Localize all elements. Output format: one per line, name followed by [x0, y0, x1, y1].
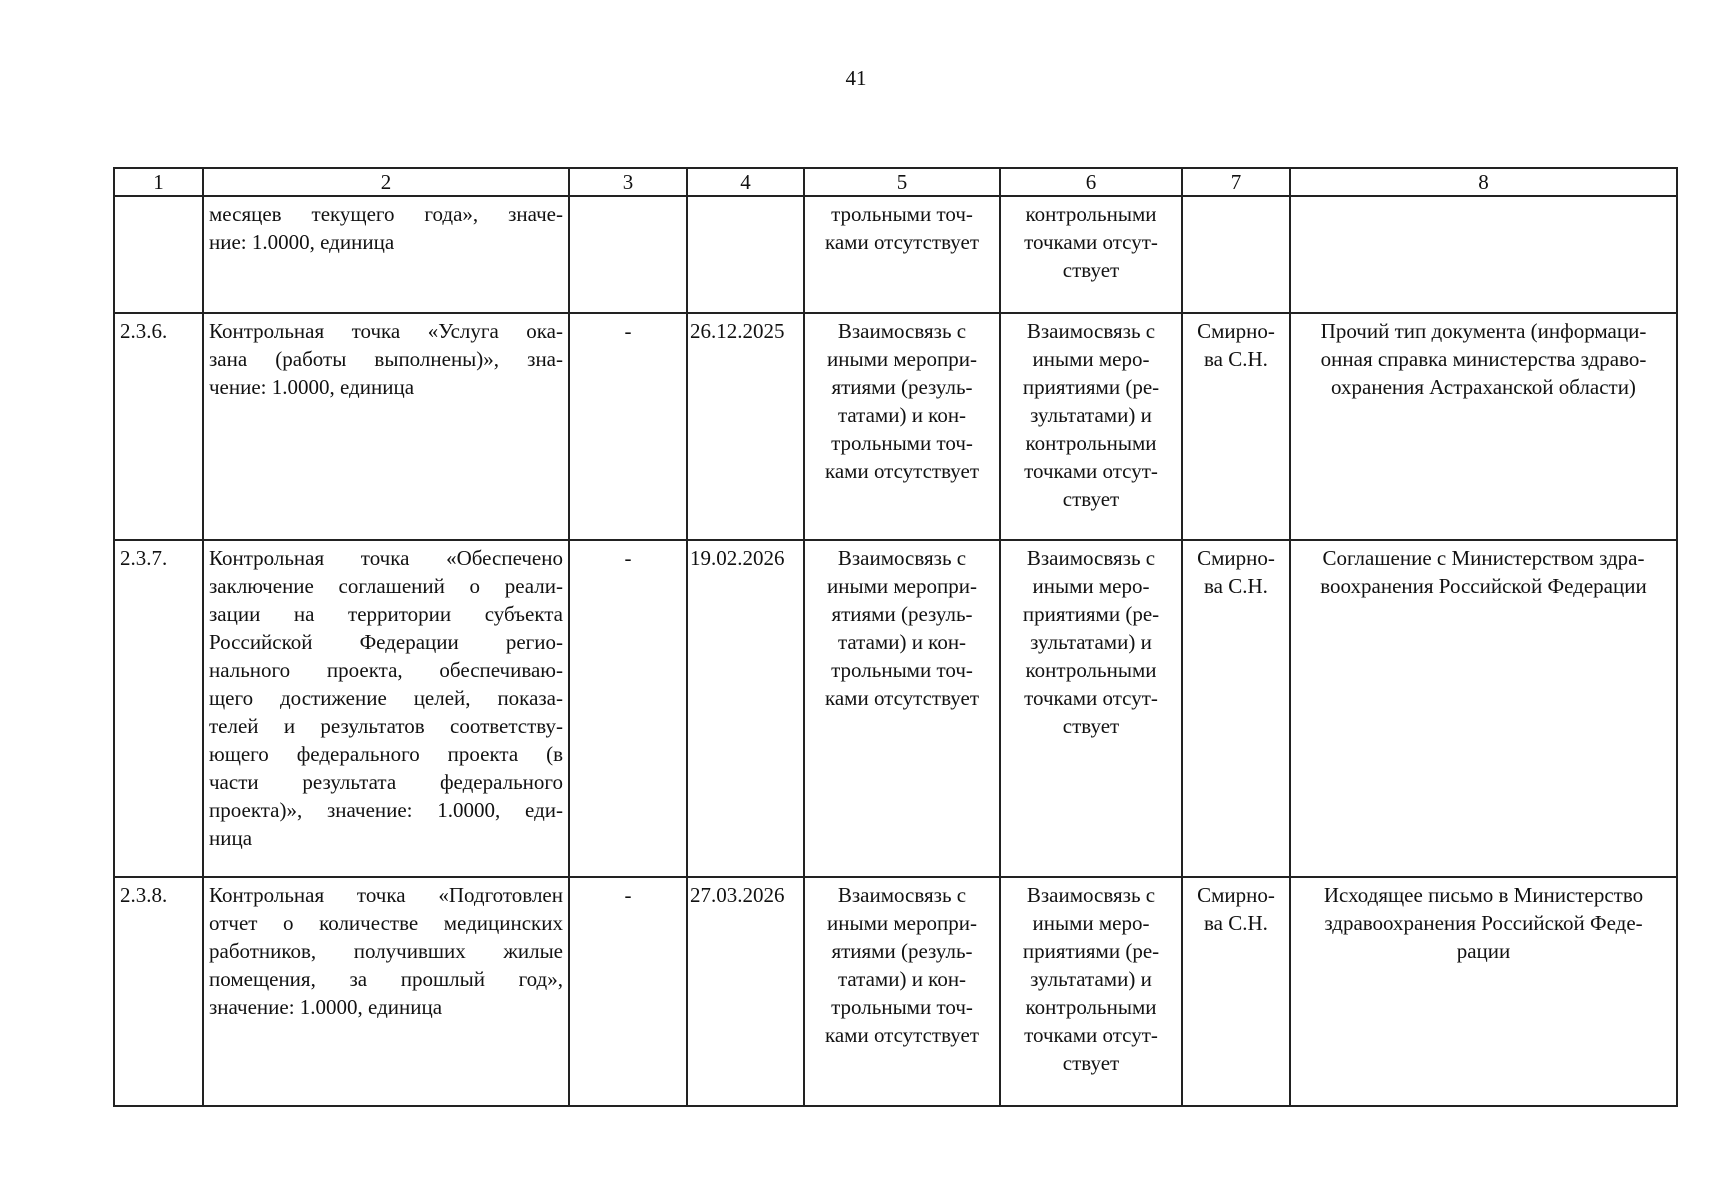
cell-text-line: зультатами) и — [1030, 967, 1152, 991]
cell-text-line: чение: 1.0000, единица — [209, 375, 415, 399]
column-header-7: 7 — [1182, 168, 1290, 196]
cell-text-line: ние: 1.0000, единица — [209, 230, 395, 254]
cell-text-line: Смирно- — [1197, 319, 1275, 343]
cell-text-line: татами) и кон- — [837, 403, 967, 427]
column-5-cell — [804, 540, 1000, 877]
cell-text-line: ятиями (резуль- — [831, 375, 973, 399]
cell-text-line: отчет о количестве медицинских — [209, 911, 563, 935]
column-5-cell — [804, 877, 1000, 1106]
cell-text-line: щего достижение целей, показа- — [209, 686, 563, 710]
cell-text-line: ками отсутствует — [824, 230, 980, 254]
column-header-1: 1 — [114, 168, 203, 196]
cell-text-line: Соглашение с Министерством здра- — [1322, 546, 1645, 570]
cell-text-line: точками отсут- — [1024, 230, 1158, 254]
column-5-cell — [804, 313, 1000, 540]
cell-text-line: ками отсутствует — [824, 1023, 980, 1047]
cell-text-line: охранения Астраханской области) — [1331, 375, 1636, 399]
row-number-cell: 2.3.6. — [114, 313, 203, 540]
cell-text-line: ва С.Н. — [1204, 911, 1268, 935]
cell-text-line: воохранения Российской Федерации — [1320, 574, 1647, 598]
cell-text-line: помещения, за прошлый год», — [209, 967, 563, 991]
cell-text-line: ница — [209, 826, 253, 850]
responsible-cell — [1182, 196, 1290, 313]
cell-text-line: иными меро- — [1032, 347, 1150, 371]
cell-text-line: заключение соглашений о реали- — [209, 574, 563, 598]
document-cell — [1290, 877, 1677, 1106]
description-cell — [203, 313, 569, 540]
cell-text-line: ками отсутствует — [824, 459, 980, 483]
description-cell — [203, 540, 569, 877]
cell-text-line: татами) и кон- — [837, 630, 967, 654]
cell-text-line: зультатами) и — [1030, 630, 1152, 654]
description-cell — [203, 196, 569, 313]
date-cell: 26.12.2025 — [687, 313, 804, 540]
column-header-6: 6 — [1000, 168, 1182, 196]
date-cell: 19.02.2026 — [687, 540, 804, 877]
cell-text-line: зультатами) и — [1030, 403, 1152, 427]
cell-text-line: телей и результатов соответству- — [209, 714, 563, 738]
date-cell — [687, 196, 804, 313]
cell-text-line: иными меропри- — [827, 574, 977, 598]
row-number-cell: 2.3.7. — [114, 540, 203, 877]
cell-text-line: Взаимосвязь с — [837, 319, 967, 343]
cell-text-line: Взаимосвязь с — [1026, 546, 1156, 570]
column-5-cell — [804, 196, 1000, 313]
table-row — [114, 313, 1677, 540]
page-number: 41 — [845, 66, 867, 90]
cell-text-line: точками отсут- — [1024, 459, 1158, 483]
cell-text-line: значение: 1.0000, единица — [209, 995, 443, 1019]
cell-text-line: приятиями (ре- — [1022, 939, 1160, 963]
cell-text-line: ствует — [1062, 258, 1120, 282]
cell-text-line: Взаимосвязь с — [837, 546, 967, 570]
description-cell — [203, 877, 569, 1106]
column-header-2: 2 — [203, 168, 569, 196]
cell-text-line: иными меропри- — [827, 347, 977, 371]
cell-text-line: Взаимосвязь с — [1026, 883, 1156, 907]
document-cell — [1290, 313, 1677, 540]
column-3-cell — [569, 196, 687, 313]
cell-text-line: ками отсутствует — [824, 686, 980, 710]
date-cell: 27.03.2026 — [687, 877, 804, 1106]
column-6-cell — [1000, 540, 1182, 877]
cell-text-line: трольными точ- — [831, 658, 973, 682]
cell-text-line: нального проекта, обеспечиваю- — [209, 658, 563, 682]
cell-text-line: Взаимосвязь с — [1026, 319, 1156, 343]
column-header-5: 5 — [804, 168, 1000, 196]
column-header-4: 4 — [687, 168, 804, 196]
responsible-cell — [1182, 877, 1290, 1106]
cell-text-line: зана (работы выполнены)», зна- — [209, 347, 563, 371]
cell-text-line: ствует — [1062, 714, 1120, 738]
cell-text-line: контрольными — [1025, 995, 1157, 1019]
cell-text-line: контрольными — [1025, 202, 1157, 226]
cell-text-line: контрольными — [1025, 431, 1157, 455]
cell-text-line: иными меропри- — [827, 911, 977, 935]
cell-text-line: зации на территории субъекта — [209, 602, 563, 626]
column-6-cell — [1000, 877, 1182, 1106]
responsible-cell — [1182, 540, 1290, 877]
cell-text-line: рации — [1456, 939, 1511, 963]
cell-text-line: ва С.Н. — [1204, 574, 1268, 598]
cell-text-line: трольными точ- — [831, 202, 973, 226]
cell-text-line: ятиями (резуль- — [831, 939, 973, 963]
cell-text-line: приятиями (ре- — [1022, 375, 1160, 399]
cell-text-line: контрольными — [1025, 658, 1157, 682]
cell-text-line: Российской Федерации регио- — [209, 630, 563, 654]
cell-text-line: ятиями (резуль- — [831, 602, 973, 626]
column-6-cell — [1000, 313, 1182, 540]
cell-text-line: приятиями (ре- — [1022, 602, 1160, 626]
cell-text-line: онная справка министерства здраво- — [1320, 347, 1647, 371]
cell-text-line: ющего федерального проекта (в — [209, 742, 563, 766]
cell-text-line: Контрольная точка «Подготовлен — [209, 883, 563, 907]
column-6-cell — [1000, 196, 1182, 313]
column-header-8: 8 — [1290, 168, 1677, 196]
cell-text-line: части результата федерального — [209, 770, 563, 794]
document-table — [113, 167, 1678, 1107]
cell-text-line: трольными точ- — [831, 431, 973, 455]
cell-text-line: Контрольная точка «Обеспечено — [209, 546, 563, 570]
cell-text-line: работников, получивших жилые — [209, 939, 563, 963]
cell-text-line: татами) и кон- — [837, 967, 967, 991]
document-cell — [1290, 196, 1677, 313]
document-cell — [1290, 540, 1677, 877]
cell-text-line: Смирно- — [1197, 883, 1275, 907]
cell-text-line: Смирно- — [1197, 546, 1275, 570]
column-3-cell: - — [569, 540, 687, 877]
cell-text-line: Контрольная точка «Услуга ока- — [209, 319, 563, 343]
cell-text-line: иными меро- — [1032, 911, 1150, 935]
table-row — [114, 540, 1677, 877]
table-body — [114, 196, 1677, 1106]
cell-text-line: проекта)», значение: 1.0000, еди- — [209, 798, 563, 822]
table-row — [114, 196, 1677, 313]
cell-text-line: трольными точ- — [831, 995, 973, 1019]
table-row — [114, 877, 1677, 1106]
row-number-cell — [114, 196, 203, 313]
cell-text-line: месяцев текущего года», значе- — [209, 202, 563, 226]
cell-text-line: здравоохранения Российской Феде- — [1324, 911, 1643, 935]
cell-text-line: ва С.Н. — [1204, 347, 1268, 371]
cell-text-line: Прочий тип документа (информаци- — [1320, 319, 1647, 343]
column-3-cell: - — [569, 877, 687, 1106]
responsible-cell — [1182, 313, 1290, 540]
cell-text-line: иными меро- — [1032, 574, 1150, 598]
column-3-cell: - — [569, 313, 687, 540]
cell-text-line: ствует — [1062, 1051, 1120, 1075]
cell-text-line: точками отсут- — [1024, 1023, 1158, 1047]
table-header-row — [114, 168, 1677, 196]
cell-text-line: точками отсут- — [1024, 686, 1158, 710]
cell-text-line: Исходящее письмо в Министерство — [1323, 883, 1644, 907]
column-header-3: 3 — [569, 168, 687, 196]
cell-text-line: Взаимосвязь с — [837, 883, 967, 907]
cell-text-line: ствует — [1062, 487, 1120, 511]
row-number-cell: 2.3.8. — [114, 877, 203, 1106]
